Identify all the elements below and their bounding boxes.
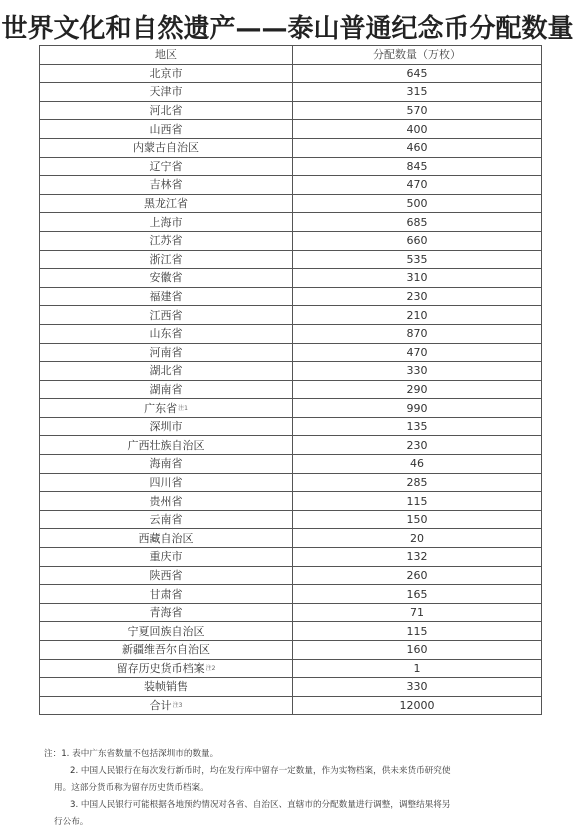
amount-cell: 500 [293, 194, 542, 213]
table-header-row [40, 46, 542, 65]
region-cell [40, 194, 293, 213]
amount-cell: 330 [293, 678, 542, 697]
table-row [40, 250, 542, 269]
table-row [40, 585, 542, 604]
region-cell [40, 436, 293, 455]
region-cell [40, 120, 293, 139]
table-row [40, 696, 542, 715]
table-row [40, 622, 542, 641]
footnote-3 [44, 797, 544, 814]
amount-cell: 870 [293, 324, 542, 343]
region-name: 陕西省 [149, 568, 183, 582]
region-name: 四川省 [149, 475, 183, 489]
amount-cell: 230 [293, 436, 542, 455]
region-name: 贵州省 [149, 494, 183, 508]
amount-cell: 285 [293, 473, 542, 492]
table-row [40, 362, 542, 381]
region-cell [40, 622, 293, 641]
table-row [40, 659, 542, 678]
table-row [40, 417, 542, 436]
table-row [40, 380, 542, 399]
allocation-table [39, 45, 542, 715]
table-row [40, 399, 542, 418]
region-cell [40, 510, 293, 529]
footnotes [44, 746, 544, 831]
table-row [40, 101, 542, 120]
amount-cell: 685 [293, 213, 542, 232]
region-cell [40, 157, 293, 176]
region-name: 云南省 [149, 513, 183, 527]
region-cell [40, 529, 293, 548]
region-name: 河北省 [149, 104, 183, 118]
header-region: 地区 [40, 46, 293, 65]
region-name: 湖北省 [149, 364, 183, 378]
amount-cell: 115 [293, 492, 542, 511]
region-name: 广西壮族自治区 [127, 438, 205, 452]
amount-cell: 310 [293, 269, 542, 288]
note-marker: 注3 [172, 702, 183, 710]
region-cell [40, 213, 293, 232]
amount-cell: 132 [293, 548, 542, 567]
amount-cell: 12000 [293, 696, 542, 715]
amount-cell: 230 [293, 287, 542, 306]
region-cell [40, 492, 293, 511]
region-name: 黑龙江省 [144, 197, 188, 211]
footnote-2-text-a: 2. 中国人民银行在每次发行新币时，均在发行库中留存一定数量，作为实物档案，供未来货币研究使 [70, 766, 451, 776]
header-amount: 分配数量（万枚） [293, 46, 542, 65]
region-cell [40, 548, 293, 567]
table-row [40, 603, 542, 622]
region-cell [40, 83, 293, 102]
footnote-3-cont [44, 814, 544, 831]
region-cell [40, 101, 293, 120]
region-cell [40, 64, 293, 83]
amount-cell: 330 [293, 362, 542, 381]
table-row [40, 231, 542, 250]
region-cell [40, 696, 293, 715]
amount-cell: 1 [293, 659, 542, 678]
amount-cell: 660 [293, 231, 542, 250]
footnote-1 [44, 746, 544, 763]
amount-cell: 570 [293, 101, 542, 120]
footnote-2-text-b: 用。这部分货币称为留存历史货币档案。 [54, 783, 209, 793]
region-cell [40, 399, 293, 418]
region-name: 湖南省 [149, 382, 183, 396]
table-row [40, 157, 542, 176]
region-name: 河南省 [149, 345, 183, 359]
region-name: 辽宁省 [149, 159, 183, 173]
table-row [40, 324, 542, 343]
table-row [40, 529, 542, 548]
amount-cell: 470 [293, 343, 542, 362]
table-row [40, 287, 542, 306]
amount-cell: 535 [293, 250, 542, 269]
footnote-1-text: 1. 表中广东省数量不包括深圳市的数量。 [61, 749, 219, 759]
region-cell [40, 324, 293, 343]
amount-cell: 845 [293, 157, 542, 176]
region-name: 留存历史货币档案 [116, 661, 205, 675]
amount-cell: 135 [293, 417, 542, 436]
region-name: 深圳市 [149, 420, 183, 434]
region-name: 安徽省 [149, 271, 183, 285]
note-marker: 注1 [178, 404, 188, 412]
region-name: 宁夏回族自治区 [127, 624, 205, 638]
amount-cell: 260 [293, 566, 542, 585]
table-row [40, 510, 542, 529]
table-row [40, 343, 542, 362]
table-row [40, 176, 542, 195]
footnote-3-text-a: 3. 中国人民银行可能根据各地预约情况对各省、自治区、直辖市的分配数量进行调整，调整结果将另 [70, 800, 451, 810]
amount-cell: 645 [293, 64, 542, 83]
region-name: 装帧销售 [144, 680, 188, 694]
region-cell [40, 362, 293, 381]
amount-cell: 46 [293, 455, 542, 474]
region-cell [40, 231, 293, 250]
region-name: 浙江省 [149, 252, 183, 266]
region-cell [40, 380, 293, 399]
table-row [40, 64, 542, 83]
footnote-3-text-b: 行公布。 [54, 817, 89, 827]
region-name: 广东省 [144, 401, 178, 415]
amount-cell: 290 [293, 380, 542, 399]
region-cell [40, 585, 293, 604]
table-row [40, 120, 542, 139]
region-cell [40, 176, 293, 195]
region-name: 青海省 [149, 606, 183, 620]
table-row [40, 641, 542, 660]
region-name: 吉林省 [149, 178, 183, 192]
region-name: 上海市 [149, 215, 183, 229]
amount-cell: 990 [293, 399, 542, 418]
region-name: 江苏省 [149, 234, 183, 248]
table-row [40, 473, 542, 492]
footnote-prefix: 注： [44, 749, 62, 759]
table-row [40, 548, 542, 567]
amount-cell: 470 [293, 176, 542, 195]
region-cell [40, 138, 293, 157]
amount-cell: 115 [293, 622, 542, 641]
table-row [40, 83, 542, 102]
amount-cell: 460 [293, 138, 542, 157]
note-marker: 注2 [205, 664, 216, 672]
table-row [40, 492, 542, 511]
region-name: 海南省 [149, 457, 183, 471]
region-name: 新疆维吾尔自治区 [122, 643, 210, 657]
region-cell [40, 269, 293, 288]
region-name: 天津市 [149, 85, 183, 99]
document-title: 世界文化和自然遗产——泰山普通纪念币分配数量 [1, 14, 574, 44]
region-name: 甘肃省 [149, 587, 183, 601]
table-row [40, 269, 542, 288]
region-cell [40, 287, 293, 306]
amount-cell: 210 [293, 306, 542, 325]
region-name: 江西省 [149, 308, 183, 322]
table-row [40, 566, 542, 585]
table-row [40, 455, 542, 474]
amount-cell: 165 [293, 585, 542, 604]
amount-cell: 160 [293, 641, 542, 660]
region-cell [40, 417, 293, 436]
region-name: 山西省 [149, 122, 183, 136]
table-row [40, 194, 542, 213]
amount-cell: 400 [293, 120, 542, 139]
region-cell [40, 659, 293, 678]
region-cell [40, 566, 293, 585]
region-cell [40, 250, 293, 269]
region-name: 西藏自治区 [138, 531, 194, 545]
table-row [40, 138, 542, 157]
region-cell [40, 473, 293, 492]
region-name: 山东省 [149, 327, 183, 341]
region-cell [40, 306, 293, 325]
region-name: 重庆市 [149, 550, 183, 564]
footnote-2-cont [44, 780, 544, 797]
table-body [40, 64, 542, 715]
table-row [40, 678, 542, 697]
amount-cell: 315 [293, 83, 542, 102]
table-row [40, 306, 542, 325]
region-name: 内蒙古自治区 [133, 141, 199, 155]
amount-cell: 20 [293, 529, 542, 548]
amount-cell: 71 [293, 603, 542, 622]
region-name: 福建省 [149, 290, 183, 304]
region-cell [40, 455, 293, 474]
region-cell [40, 678, 293, 697]
region-cell [40, 343, 293, 362]
region-name: 北京市 [149, 66, 183, 80]
footnote-2 [44, 763, 544, 780]
region-name: 合计 [149, 699, 172, 713]
region-cell [40, 641, 293, 660]
region-cell [40, 603, 293, 622]
table-row [40, 213, 542, 232]
table-row [40, 436, 542, 455]
amount-cell: 150 [293, 510, 542, 529]
